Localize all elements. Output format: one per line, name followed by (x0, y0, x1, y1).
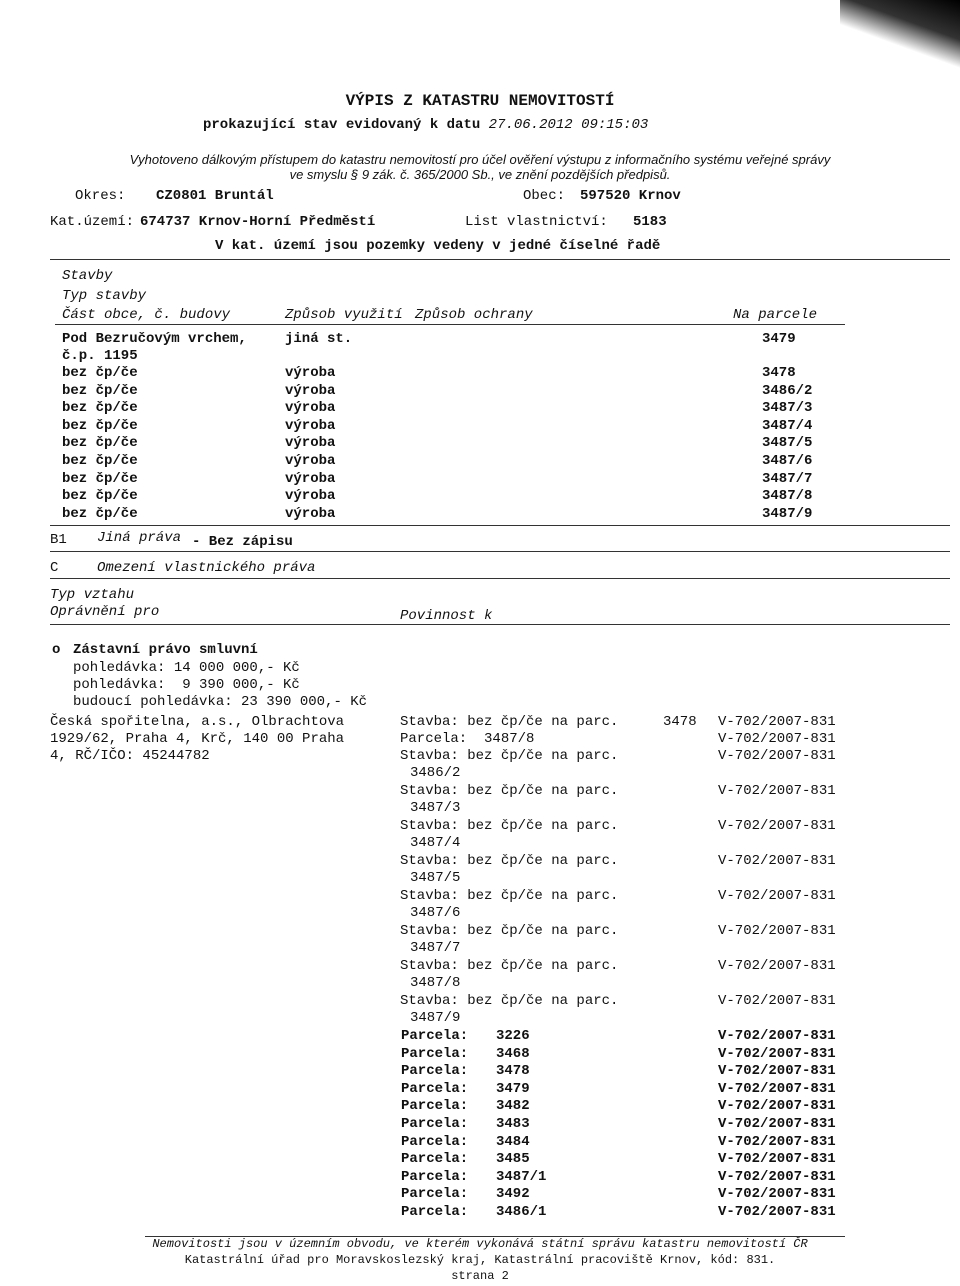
parcel-row (0, 1063, 960, 1081)
parcel-label: Parcela: (401, 1133, 469, 1150)
notice-line2: ve smyslu § 9 zák. č. 365/2000 Sb., ve znění pozdějších předpisů. (289, 167, 671, 182)
building-row (0, 418, 960, 436)
obec-value: 597520 Krnov (580, 188, 681, 204)
scan-shadow (840, 0, 960, 70)
obligation-ref: V-702/2007-831 (718, 888, 836, 904)
parcel-row (0, 1151, 960, 1169)
lv-value: 5183 (633, 214, 667, 230)
parcel-label: Parcela: (401, 1203, 469, 1220)
parcel-label: Parcela: (401, 1168, 469, 1185)
building-part: bez čp/če (62, 452, 138, 469)
obligation-ref: V-702/2007-831 (718, 731, 836, 747)
building-use: jiná st. (285, 331, 353, 347)
parcel-row (0, 1116, 960, 1134)
b1-code: B1 (50, 532, 67, 548)
obligation-ref: V-702/2007-831 (718, 714, 836, 730)
obligation-line1: Stavba: bez čp/če na parc. (400, 888, 619, 904)
lv-label: List vlastnictví: (465, 214, 608, 230)
obligation-parcel: 3487/4 (410, 835, 461, 851)
building-parcel: 3479 (762, 331, 796, 347)
obligation-line1: Stavba: bez čp/če na parc. (400, 923, 619, 939)
parcel-number: 3483 (496, 1115, 530, 1132)
b1-label: Jiná práva (97, 530, 182, 546)
building-use: výroba (285, 382, 336, 399)
building-parcel: 3478 (762, 365, 796, 381)
c-code: C (50, 560, 59, 576)
claim-1: pohledávka: 14 000 000,- Kč (73, 660, 300, 676)
divider (50, 551, 950, 552)
divider (55, 324, 845, 325)
building-parcel: 3487/9 (762, 505, 813, 522)
okres-value: CZ0801 Bruntál (156, 188, 274, 204)
parcel-number: 3482 (496, 1098, 530, 1115)
building-parcel: 3486/2 (762, 382, 813, 399)
col-na-parcele: Na parcele (733, 307, 818, 323)
building-part: bez čp/če (62, 470, 138, 487)
obligation-ref: V-702/2007-831 (718, 853, 836, 869)
parcel-ref: V-702/2007-831 (718, 1063, 836, 1080)
divider (50, 259, 950, 260)
parcel-ref: V-702/2007-831 (718, 1186, 836, 1203)
building-row (0, 383, 960, 401)
page-number: strana 2 (451, 1269, 509, 1283)
parcel-number: 3487/1 (496, 1168, 547, 1185)
parcel-number: 3226 (496, 1028, 530, 1044)
obligation-line1: Stavba: bez čp/če na parc. (400, 714, 619, 730)
obligation-line1: Parcela: 3487/8 (400, 731, 535, 747)
parcel-number: 3478 (496, 1063, 530, 1080)
building-parcel: 3487/8 (762, 488, 813, 505)
building-row (0, 488, 960, 506)
parcel-label: Parcela: (401, 1186, 469, 1203)
col-povinnost-k: Povinnost k (400, 608, 493, 624)
parcel-label: Parcela: (401, 1098, 469, 1115)
building-use: výroba (285, 365, 336, 381)
building-part: bez čp/če (62, 505, 138, 522)
col-zpusob-ochrany: Způsob ochrany (415, 307, 533, 323)
obligation-ref: V-702/2007-831 (718, 748, 836, 764)
obligation-parcel: 3486/2 (410, 765, 461, 781)
document-subtitle (203, 117, 648, 133)
obligation-extra: 3478 (663, 714, 697, 730)
col-typ-stavby: Typ stavby (62, 288, 147, 304)
parcel-row (0, 1028, 960, 1046)
obligation-parcel: 3487/3 (410, 800, 461, 816)
building-use: výroba (285, 470, 336, 487)
parcel-number: 3485 (496, 1151, 530, 1168)
footer-line1: Nemovitosti jsou v územním obvodu, ve kterém vykonává státní správu katastru nemovitostí ČR (152, 1237, 808, 1251)
building-row (0, 506, 960, 524)
parcel-ref: V-702/2007-831 (718, 1203, 836, 1220)
building-parcel: 3487/5 (762, 435, 813, 452)
divider (50, 624, 950, 625)
parcel-row (0, 1098, 960, 1116)
building-part: bez čp/če (62, 488, 138, 505)
parcel-ref: V-702/2007-831 (718, 1045, 836, 1062)
parcel-number: 3492 (496, 1186, 530, 1203)
obligation-ref: V-702/2007-831 (718, 818, 836, 834)
parcel-row (0, 1169, 960, 1187)
obligation-line1: Stavba: bez čp/če na parc. (400, 818, 619, 834)
building-use: výroba (285, 505, 336, 522)
col-cast-obce: Část obce, č. budovy (62, 307, 231, 323)
creditor-line1: Česká spořitelna, a.s., Olbrachtova (50, 714, 345, 730)
subtitle-datetime: 27.06.2012 09:15:03 (488, 117, 649, 133)
building-part-line2: č.p. 1195 (62, 348, 138, 364)
creditor-line3: 4, RČ/IČO: 45244782 (50, 748, 210, 764)
document-title: VÝPIS Z KATASTRU NEMOVITOSTÍ (345, 92, 615, 110)
building-row (0, 453, 960, 471)
obligation-ref: V-702/2007-831 (718, 923, 836, 939)
creditor-line2: 1929/62, Praha 4, Krč, 140 00 Praha (50, 731, 345, 747)
c-label: Omezení vlastnického práva (97, 560, 316, 576)
parcel-number: 3479 (496, 1080, 530, 1097)
b1-value: - Bez zápisu (192, 534, 293, 550)
parcel-number: 3486/1 (496, 1203, 547, 1220)
parcel-ref: V-702/2007-831 (718, 1151, 836, 1168)
parcel-row (0, 1081, 960, 1099)
building-parcel: 3487/6 (762, 452, 813, 469)
col-typ-vztahu: Typ vztahu (50, 587, 135, 603)
building-part: bez čp/če (62, 400, 138, 417)
obligation-line1: Stavba: bez čp/če na parc. (400, 958, 619, 974)
katuzemi-value: 674737 Krnov-Horní Předměstí (140, 214, 376, 230)
obec-label: Obec: (523, 188, 566, 204)
obligation-parcel: 3487/6 (410, 905, 461, 921)
obligation-ref: V-702/2007-831 (718, 783, 836, 799)
building-part: bez čp/če (62, 417, 138, 434)
building-use: výroba (285, 400, 336, 417)
parcel-number: 3468 (496, 1045, 530, 1062)
building-parcel: 3487/4 (762, 417, 813, 434)
obligation-line1: Stavba: bez čp/če na parc. (400, 993, 619, 1009)
subtitle-prefix: prokazující stav evidovaný k datu (203, 117, 481, 133)
footer-line2: Katastrální úřad pro Moravskoslezský kraj, Katastrální pracoviště Krnov, kód: 831. (184, 1253, 776, 1267)
building-parcel: 3487/7 (762, 470, 813, 487)
parcel-label: Parcela: (401, 1045, 469, 1062)
parcel-row (0, 1046, 960, 1064)
stavby-section-label: Stavby (62, 268, 113, 284)
obligation-parcel: 3487/7 (410, 940, 461, 956)
building-use: výroba (285, 452, 336, 469)
parcel-ref: V-702/2007-831 (718, 1098, 836, 1115)
building-row (0, 435, 960, 453)
claim-3: budoucí pohledávka: 23 390 000,- Kč (73, 694, 368, 710)
building-row (0, 365, 960, 383)
entry-bullet: o (52, 642, 61, 658)
parcel-label: Parcela: (401, 1151, 469, 1168)
col-zpusob-vyuziti: Způsob využití (285, 307, 403, 323)
parcel-label: Parcela: (401, 1028, 469, 1044)
building-part-line1: Pod Bezručovým vrchem, (62, 331, 247, 347)
building-use: výroba (285, 488, 336, 505)
divider (50, 525, 950, 526)
parcel-ref: V-702/2007-831 (718, 1028, 836, 1044)
obligation-parcel: 3487/9 (410, 1010, 461, 1026)
col-opravneni-pro: Oprávnění pro (50, 604, 160, 620)
parcel-row (0, 1204, 960, 1222)
building-row (0, 471, 960, 489)
obligation-line1: Stavba: bez čp/če na parc. (400, 783, 619, 799)
parcel-row (0, 1186, 960, 1204)
obligation-parcel: 3487/5 (410, 870, 461, 886)
parcel-number: 3484 (496, 1133, 530, 1150)
building-part: bez čp/če (62, 365, 138, 381)
obligation-ref: V-702/2007-831 (718, 958, 836, 974)
parcel-label: Parcela: (401, 1080, 469, 1097)
okres-label: Okres: (75, 188, 126, 204)
entry-title: Zástavní právo smluvní (73, 642, 258, 658)
building-use: výroba (285, 435, 336, 452)
parcel-ref: V-702/2007-831 (718, 1133, 836, 1150)
parcel-ref: V-702/2007-831 (718, 1080, 836, 1097)
notice-line1: Vyhotoveno dálkovým přístupem do katastru nemovitostí pro účel ověření výstupu z informačního systému veřejné správy (129, 152, 831, 167)
kat-note: V kat. území jsou pozemky vedeny v jedné číselné řadě (215, 238, 661, 254)
claim-2: pohledávka: 9 390 000,- Kč (73, 677, 300, 693)
building-parcel: 3487/3 (762, 400, 813, 417)
katuzemi-label: Kat.území: (50, 214, 135, 230)
obligation-ref: V-702/2007-831 (718, 993, 836, 1009)
parcel-ref: V-702/2007-831 (718, 1168, 836, 1185)
parcel-label: Parcela: (401, 1115, 469, 1132)
building-row (0, 400, 960, 418)
building-part: bez čp/če (62, 382, 138, 399)
parcel-label: Parcela: (401, 1063, 469, 1080)
obligation-parcel: 3487/8 (410, 975, 461, 991)
parcel-row (0, 1134, 960, 1152)
obligation-line1: Stavba: bez čp/če na parc. (400, 853, 619, 869)
parcel-ref: V-702/2007-831 (718, 1115, 836, 1132)
divider (50, 578, 950, 579)
building-part: bez čp/če (62, 435, 138, 452)
obligation-line1: Stavba: bez čp/če na parc. (400, 748, 619, 764)
building-use: výroba (285, 417, 336, 434)
